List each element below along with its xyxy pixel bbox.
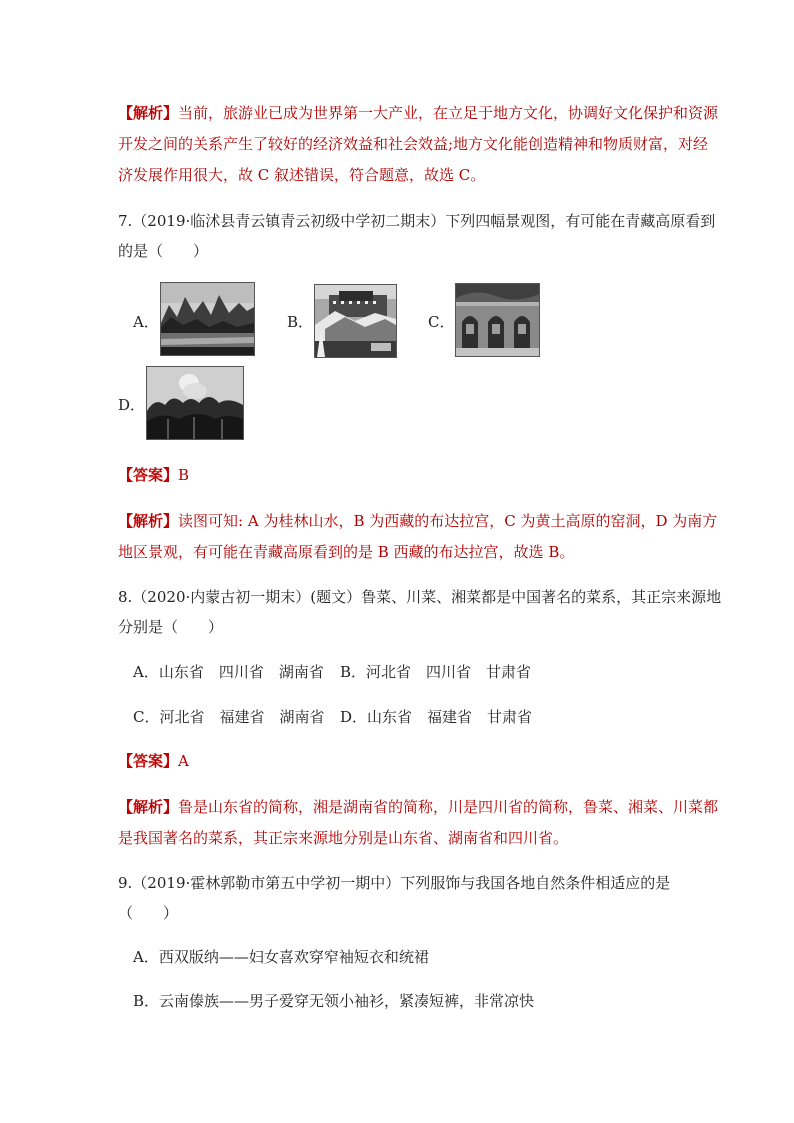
analysis-tag: 【解析】 bbox=[118, 104, 179, 122]
question-8-option-a: A．山东省 四川省 湖南省 bbox=[133, 663, 324, 681]
analysis-6-line-3: 济发展作用很大，故 C 叙述错误，符合题意，故选 C。 bbox=[118, 166, 486, 184]
analysis-text: 读图可知: A 为桂林山水，B 为西藏的布达拉宫，C 为黄土高原的窑洞，D 为南方 bbox=[178, 512, 718, 530]
answer-tag: 【答案】 bbox=[118, 752, 179, 770]
question-8-answer bbox=[118, 751, 189, 771]
karst-landscape-image bbox=[160, 282, 255, 356]
analysis-tag: 【解析】 bbox=[118, 798, 179, 816]
analysis-tag: 【解析】 bbox=[118, 512, 179, 530]
question-7-analysis-line-1 bbox=[118, 511, 717, 531]
question-7-answer bbox=[118, 465, 189, 485]
question-8-analysis-line-2: 是我国著名的菜系，其正宗来源地分别是山东省、湖南省和四川省。 bbox=[118, 829, 569, 847]
analysis-text: 当前，旅游业已成为世界第一大产业，在立足于地方文化，协调好文化保护和资源 bbox=[178, 104, 719, 122]
answer-tag: 【答案】 bbox=[118, 466, 179, 484]
analysis-6-line-2: 开发之间的关系产生了较好的经济效益和社会效益;地方文化能创造精神和物质财富，对经 bbox=[118, 135, 709, 153]
question-7-analysis-line-2: 地区景观，有可能在青藏高原看到的是 B 西藏的布达拉宫，故选 B。 bbox=[118, 543, 575, 561]
option-a-label: A． bbox=[133, 313, 159, 331]
potala-palace-image bbox=[314, 284, 397, 358]
question-8-option-c: C．河北省 福建省 湖南省 bbox=[133, 708, 325, 726]
answer-value: A bbox=[178, 752, 189, 770]
question-8-line-1: 8.（2020·内蒙古初一期末）(题文）鲁菜、川菜、湘菜都是中国著名的菜系，其正宗来源地 bbox=[118, 588, 722, 606]
question-7-line-2: 的是（ ） bbox=[118, 242, 209, 260]
question-9-option-b: B．云南傣族——男子爱穿无领小袖衫，紧凑短裤，非常凉快 bbox=[133, 992, 535, 1010]
southern-landscape-image bbox=[146, 366, 244, 440]
question-8-line-2: 分别是（ ） bbox=[118, 618, 224, 636]
option-c-label: C． bbox=[428, 313, 455, 331]
analysis-6-line-1 bbox=[118, 103, 718, 123]
option-d-label: D． bbox=[118, 396, 146, 414]
answer-value: B bbox=[178, 466, 190, 484]
question-8-analysis-line-1 bbox=[118, 797, 718, 817]
analysis-text: 鲁是山东省的简称，湘是湖南省的简称，川是四川省的简称，鲁菜、湘菜、川菜都 bbox=[178, 798, 719, 816]
question-8-option-d: D．山东省 福建省 甘肃省 bbox=[340, 708, 533, 726]
option-b-label: B． bbox=[287, 313, 314, 331]
question-9-line-1: 9.（2019·霍林郭勒市第五中学初一期中）下列服饰与我国各地自然条件相适应的是 bbox=[118, 874, 671, 892]
question-9-line-2: （ ） bbox=[118, 904, 179, 922]
question-7-line-1: 7.（2019·临沭县青云镇青云初级中学初二期末）下列四幅景观图，有可能在青藏高原看到 bbox=[118, 212, 716, 230]
question-9-option-a: A．西双版纳——妇女喜欢穿窄袖短衣和统裙 bbox=[133, 948, 429, 966]
question-8-option-b: B．河北省 四川省 甘肃省 bbox=[340, 663, 532, 681]
cave-dwelling-image bbox=[455, 283, 540, 357]
